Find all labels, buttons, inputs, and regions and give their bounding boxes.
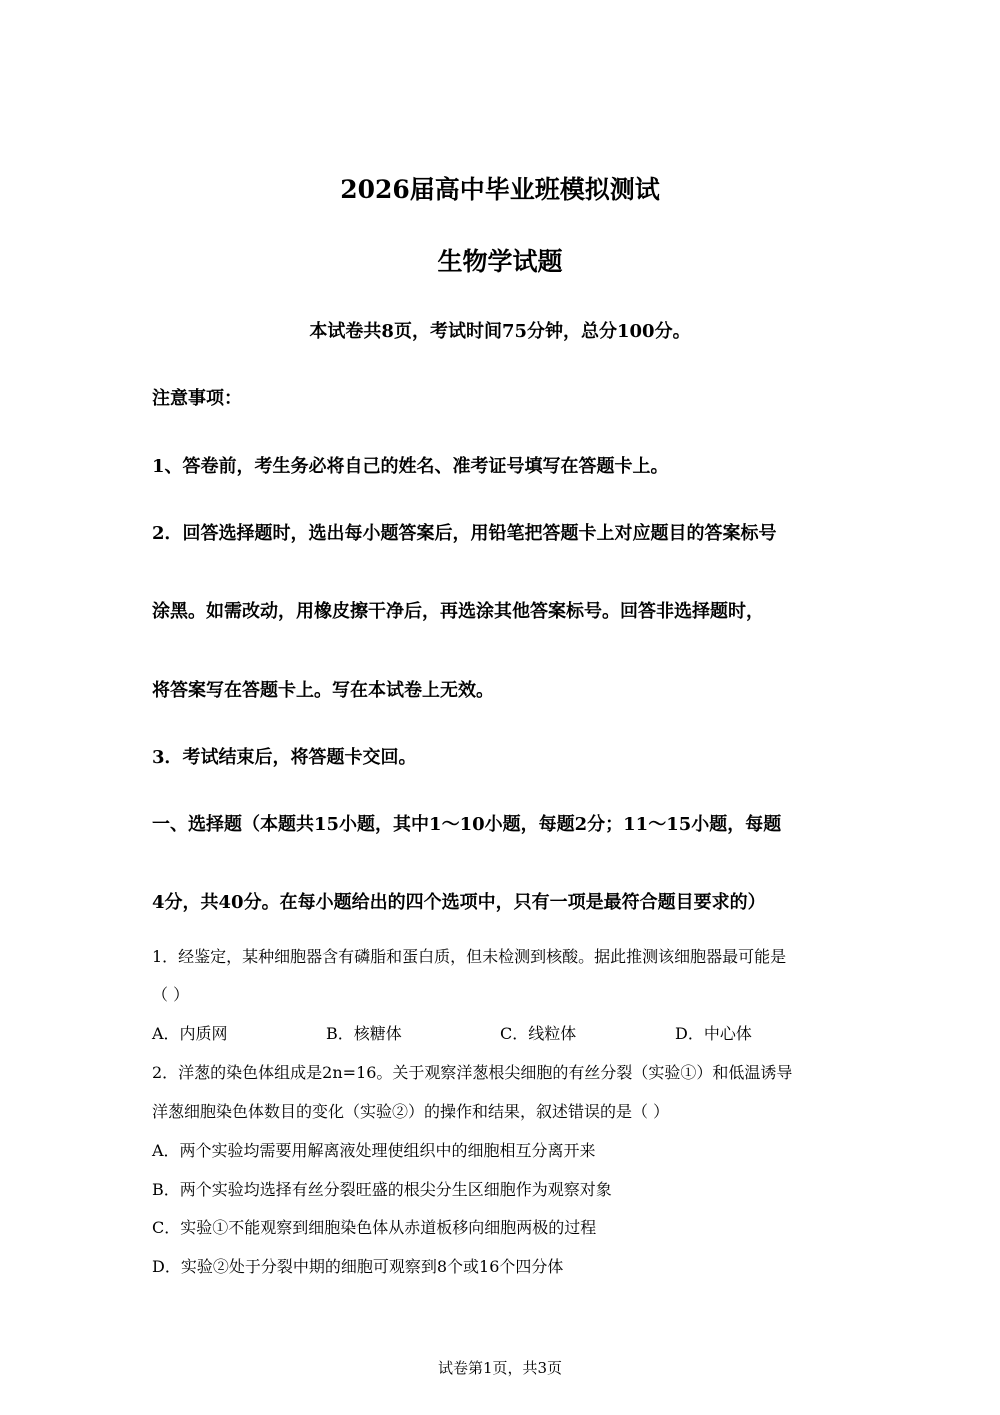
question-2-option-d: D．实验②处于分裂中期的细胞可观察到8个或16个四分体 xyxy=(152,1257,564,1276)
page-footer: 试卷第1页，共3页 xyxy=(437,1359,563,1377)
question-2-option-b: B．两个实验均选择有丝分裂旺盛的根尖分生区细胞作为观察对象 xyxy=(152,1180,612,1199)
question-1-option-c: C．线粒体 xyxy=(500,1024,577,1043)
section-heading-line-2: 4分，共40分。在每小题给出的四个选项中，只有一项是最符合题目要求的） xyxy=(152,892,766,913)
question-1-stem-line-2: （ ） xyxy=(152,985,190,1004)
notice-heading: 注意事项： xyxy=(152,388,242,409)
notice-item-3: 3．考试结束后，将答题卡交回。 xyxy=(152,747,417,768)
exam-info: 本试卷共8页，考试时间75分钟，总分100分。 xyxy=(309,321,691,342)
notice-item-2-line-1: 2．回答选择题时，选出每小题答案后，用铅笔把答题卡上对应题目的答案标号 xyxy=(152,523,777,544)
subject-title: 生物学试题 xyxy=(437,247,563,276)
question-1-option-b: B．核糖体 xyxy=(326,1024,402,1043)
section-heading-line-1: 一、选择题（本题共15小题，其中1～10小题，每题2分；11～15小题，每题 xyxy=(152,814,782,835)
question-1-option-a: A．内质网 xyxy=(152,1024,228,1043)
notice-item-2-line-3: 将答案写在答题卡上。写在本试卷上无效。 xyxy=(152,680,494,701)
exam-title: 2026届高中毕业班模拟测试 xyxy=(340,175,660,204)
notice-item-1: 1、答卷前，考生务必将自己的姓名、准考证号填写在答题卡上。 xyxy=(152,456,669,477)
question-2-stem-line-1: 2．洋葱的染色体组成是2n=16。关于观察洋葱根尖细胞的有丝分裂（实验①）和低温诱导 xyxy=(152,1063,793,1082)
question-2-stem-line-2: 洋葱细胞染色体数目的变化（实验②）的操作和结果，叙述错误的是（ ） xyxy=(152,1102,670,1121)
notice-item-2-line-2: 涂黑。如需改动，用橡皮擦干净后，再选涂其他答案标号。回答非选择题时， xyxy=(152,601,764,622)
question-1-stem-line-1: 1．经鉴定，某种细胞器含有磷脂和蛋白质，但未检测到核酸。据此推测该细胞器最可能是 xyxy=(152,947,787,966)
question-2-option-a: A．两个实验均需要用解离液处理使组织中的细胞相互分离开来 xyxy=(152,1141,596,1160)
question-1-option-d: D．中心体 xyxy=(675,1024,752,1043)
question-2-option-c: C．实验①不能观察到细胞染色体从赤道板移向细胞两极的过程 xyxy=(152,1218,597,1237)
